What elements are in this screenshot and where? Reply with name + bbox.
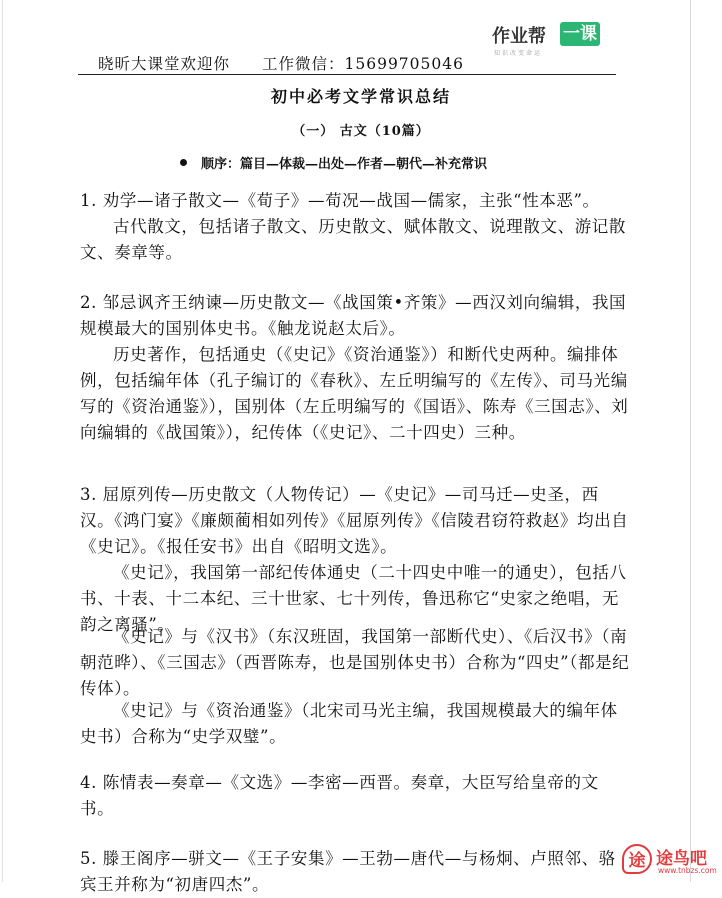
order-note [180, 153, 487, 172]
bullet-icon [180, 159, 187, 166]
header-wechat: 工作微信：15699705046 [262, 55, 464, 73]
section-heading: （一） 古文（10篇） [292, 124, 430, 139]
paragraph-3-note-1: 《史记》，我国第一部纪传体通史（二十四史中唯一的通史），包括八书、十表、十二本纪、三十世家、七十列传，鲁迅称它“史家之绝唱，无韵之离骚”。 [80, 563, 627, 634]
logo-name: 作业帮 [492, 26, 546, 47]
order-note-text: 顺序：篇目—体裁—出处—作者—朝代—补充常识 [201, 157, 488, 172]
logo-tagline: 知识改变命运 [494, 50, 543, 57]
header-divider [78, 74, 616, 75]
paragraph-3: 3. 屈原列传—历史散文（人物传记）—《史记》—司马迁—史圣，西汉。《鸿门宴》《廉颇蔺相如列传》《屈原列传》《信陵君窃符救赵》均出自《史记》。《报任安书》出自《昭明文选》。 [80, 485, 629, 556]
paragraph-1: 1. 劝学—诸子散文—《荀子》—荀况—战国—儒家，主张“性本恶”。 [80, 191, 600, 210]
site-watermark [622, 842, 718, 878]
paragraph-3-note-2: 《史记》与《汉书》（东汉班固，我国第一部断代史）、《后汉书》（南朝范晔）、《三国志》（西晋陈寿，也是国别体史书）合称为“四史”（都是纪传体）。 [80, 627, 630, 698]
watermark-icon: 途 [622, 844, 652, 874]
paragraph-1-note: 古代散文，包括诸子散文、历史散文、赋体散文、说理散文、游记散文、奏章等。 [80, 217, 626, 262]
logo-badge: 一课 [560, 22, 600, 46]
zuoyebang-logo [492, 22, 598, 60]
paragraph-3-note-3: 《史记》与《资治通鉴》（北宋司马光主编，我国规模最大的编年体史书）合称为“史学双璧”。 [80, 701, 618, 746]
paragraph-2-note: 历史著作，包括通史（《史记》《资治通鉴》）和断代史两种。编排体例，包括编年体（孔子编订的《春秋》、左丘明编写的《左传》、司马光编写的《资治通鉴》），国别体（左丘明编写的《国语》、陈寿《三国志》、刘向编辑的《战国策》），纪传体（《史记》、二十四史）三种。 [80, 345, 629, 442]
document-title: 初中必考文学常识总结 [270, 87, 451, 106]
paragraph-2: 2. 邹忌讽齐王纳谏—历史散文—《战国策•齐策》—西汉刘向编辑，我国规模最大的国别体史书。《触龙说赵太后》。 [80, 293, 627, 338]
paragraph-4: 4. 陈情表—奏章—《文选》—李密—西晋。奏章，大臣写给皇帝的文书。 [80, 773, 599, 818]
header-welcome: 晓昕大课堂欢迎你 [98, 55, 231, 73]
watermark-url: www.tnbzs.com [658, 866, 717, 875]
watermark-name: 途鸟吧 [656, 849, 707, 869]
paragraph-5: 5. 滕王阁序—骈文—《王子安集》—王勃—唐代—与杨炯、卢照邻、骆宾王并称为“初唐四杰”。 [80, 849, 616, 894]
